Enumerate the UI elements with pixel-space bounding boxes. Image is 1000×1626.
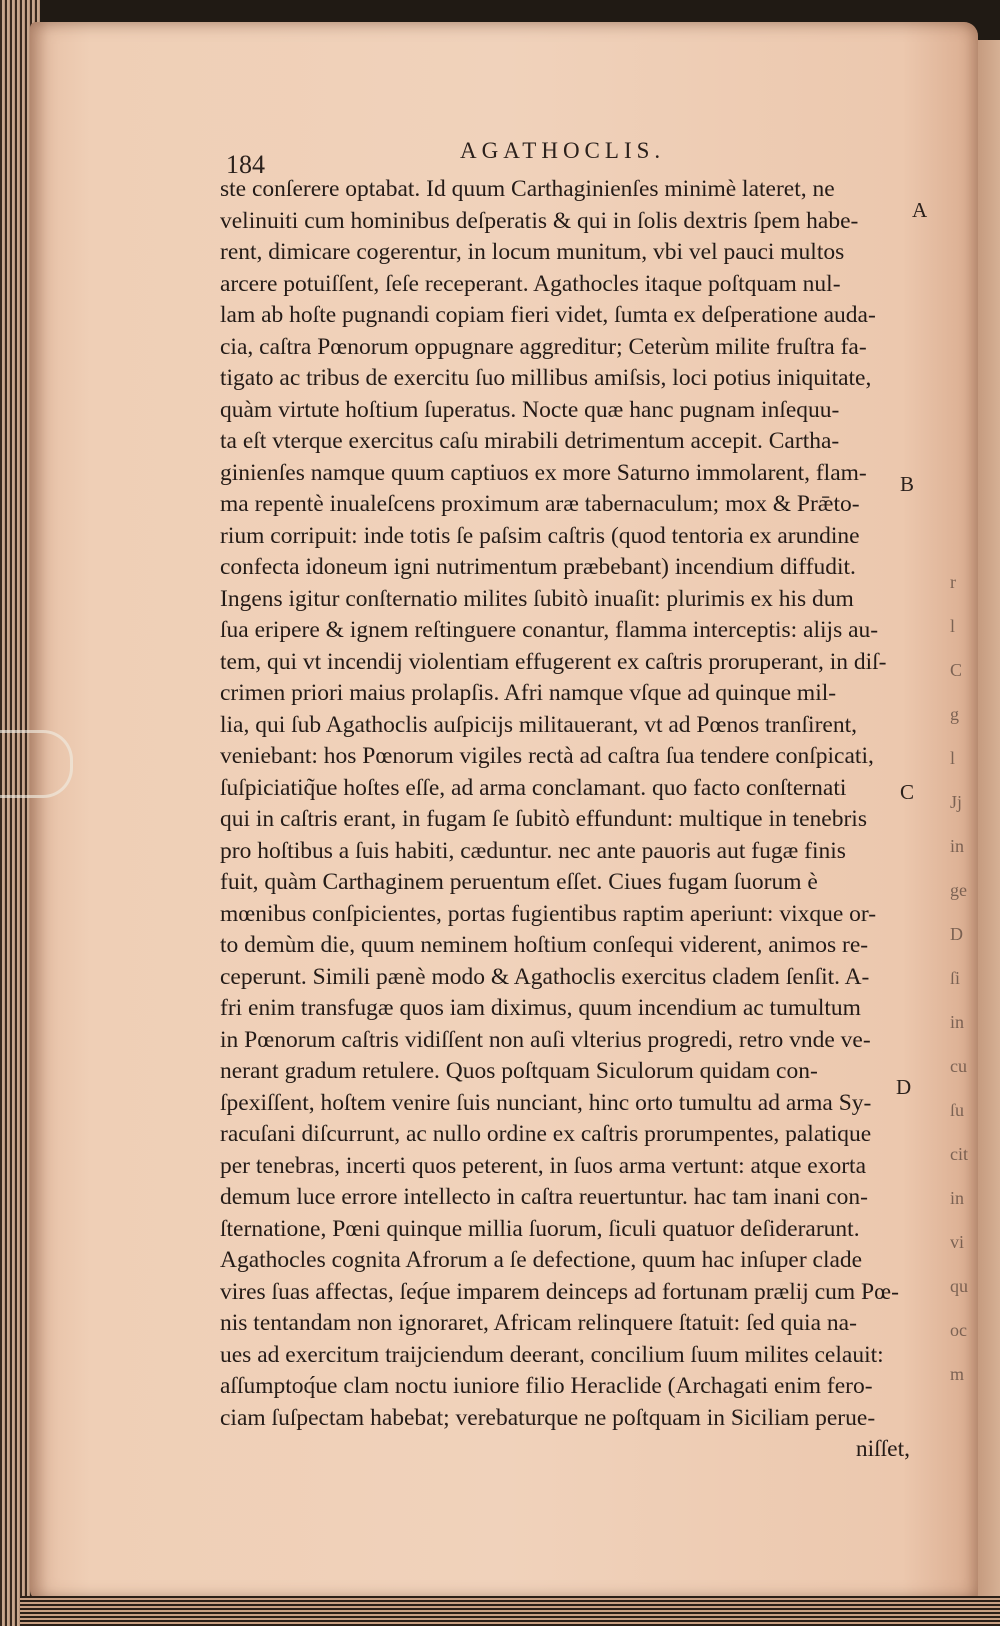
text-line: cia, caſtra Pœnorum oppugnare aggreditur; Ceterùm milite fruſtra fa- [220,333,867,360]
text-line: ginienſes namque quum captiuos ex more Saturno immolarent, flam- [220,459,867,486]
text-line: vires ſuas affectas, ſeq́ue imparem deinceps ad fortunam prælij cum Pœ- [220,1278,899,1305]
text-line: arcere potuiſſent, ſeſe receperant. Agathocles itaque poſtquam nul- [220,270,841,297]
text-line: Agathocles cognita Afrorum a ſe defectione, quum hac inſuper clade [220,1247,863,1273]
text-line: veniebant: hos Pœnorum vigiles rectà ad caſtra ſua tendere conſpicati, [220,743,874,769]
facing-page-fragment: cu [950,1056,967,1076]
body-text [220,174,910,1466]
text-line: tigato ac tribus de exercitu ſuo millibus amiſsis, loci potius iniquitate, [220,365,872,391]
text-line: in Pœnorum caſtris vidiſſent non auſi vlterius progredi, retro vnde ve- [220,1026,871,1053]
text-line: ma repentè inualeſcens proximum aræ tabernaculum; mox & Prǣto- [220,491,860,517]
text-line: lia, qui ſub Agathoclis auſpicijs militauerant, vt ad Pœnos tranſirent, [220,711,858,738]
facing-page-fragment: qu [950,1276,968,1296]
text-line: velinuiti cum hominibus deſperatis & qui in ſolis dextris ſpem habe- [220,207,859,234]
text-line: fuit, quàm Carthaginem peruentum eſſet. Ciues fugam ſuorum è [220,869,818,895]
text-line: ſuſpiciatiq̃ue hoſtes eſſe, ad arma conclamant. quo facto conſternati [220,774,847,801]
facing-page-fragment: l [950,748,956,768]
text-line: aſſumptoq́ue clam noctu iuniore filio Heraclide (Archagati enim fero- [220,1373,873,1399]
facing-page-fragment: in [950,1012,965,1032]
facing-page-fragment: vi [950,1232,965,1252]
facing-page-fragment: r [950,572,956,592]
text-line: demum luce errore intellecto in caſtra reuertuntur. hac tam inani con- [220,1184,868,1210]
text-line: ues ad exercitum traijciendum deerant, concilium ſuum milites celauit: [220,1341,884,1368]
text-line: confecta idoneum igni nutrimentum præbebant) incendium diffudit. [220,554,856,580]
margin-letter-a: A [912,198,928,222]
text-line: fri enim transfugæ quos iam diximus, quum incendium ac tumultum [220,995,861,1021]
facing-page-text-edge [950,560,970,1396]
facing-page-fragment: ſu [950,1100,965,1120]
facing-page-fragment: in [950,1188,965,1208]
catchword: niſſet, [855,1436,910,1462]
text-line: Ingens igitur conſternatio milites ſubitò inuaſit: plurimis ex his dum [220,585,854,612]
text-line: tem, qui vt incendij violentiam effugerent ex caſtris proruperant, in diſ- [220,648,887,675]
text-line: rent, dimicare cogerentur, in locum munitum, vbi vel pauci multos [220,239,845,265]
running-header: AGATHOCLIS. [460,138,666,163]
text-line: qui in caſtris erant, in fugam ſe ſubitò effundunt: multique in tenebris [220,806,867,832]
text-line: nerant gradum retulere. Quos poſtquam Siculorum quidam con- [220,1058,818,1084]
text-line: nis tentandam non ignoraret, Africam relinquere ſtatuit: ſed quia na- [220,1310,857,1336]
facing-page-fragment: l [950,616,956,636]
text-line: ciam ſuſpectam habebat; verebaturque ne poſtquam in Siciliam perue- [220,1404,876,1431]
margin-letter-c: C [900,780,915,804]
paper-clip [0,730,73,798]
text-line: crimen priori maius prolapſis. Afri namque vſque ad quinque mil- [220,680,837,706]
facing-page-fragment: oc [950,1320,967,1340]
facing-page-fragment: D ſi [950,924,963,988]
facing-page-fragment: m [950,1364,965,1384]
bottom-page-edges [20,1596,1000,1626]
margin-letter-d: D [896,1075,912,1099]
text-line: rium corripuit: inde totis ſe paſsim caſtris (quod tentoria ex arundine [220,522,860,549]
text-line: to demùm die, quum neminem hoſtium conſequi viderent, animos re- [220,932,869,958]
text-line: ta eſt vterque exercitus caſu mirabili detrimentum accepit. Cartha- [220,428,840,454]
facing-page-fragment: in [950,836,965,856]
text-line: ſternatione, Pœni quinque millia ſuorum, ſiculi quatuor deſiderarunt. [220,1215,860,1242]
page-number: 184 [226,150,265,179]
text-line: ceperunt. Simili pænè modo & Agathoclis exercitus cladem ſenſit. A- [220,963,870,990]
text-line: mœnibus conſpicientes, portas fugientibus raptim aperiunt: vixque or- [220,900,877,927]
text-line: ſpexiſſent, hoſtem venire ſuis nunciant, hinc orto tumultu ad arma Sy- [220,1089,872,1116]
text-line: per tenebras, incerti quos peterent, in ſuos arma vertunt: atque exorta [220,1152,867,1179]
facing-page-fragment: g [950,704,959,724]
text-line: pro hoſtibus a ſuis habiti, cæduntur. nec ante pauoris aut fugæ finis [220,837,846,864]
text-line: ste conſerere optabat. Id quum Carthaginienſes minimè lateret, ne [220,176,835,202]
text-line: lam ab hoſte pugnandi copiam fieri videt, ſumta ex deſperatione auda- [220,302,876,328]
facing-page-fragment: Jj [950,792,963,812]
facing-page-fragment: C [950,660,963,680]
text-line: ſua eripere & ignem reſtinguere conantur, flamma interceptis: alijs au- [220,617,879,643]
text-line: quàm virtute hoſtium ſuperatus. Nocte quæ hanc pugnam inſequu- [220,396,840,423]
facing-page-fragment: ge [950,880,967,900]
facing-page-fragment: cit [950,1144,968,1164]
margin-letter-b: B [900,472,915,496]
text-line: racuſani diſcurrunt, ac nullo ordine ex caſtris prorumpentes, palatique [220,1121,872,1147]
